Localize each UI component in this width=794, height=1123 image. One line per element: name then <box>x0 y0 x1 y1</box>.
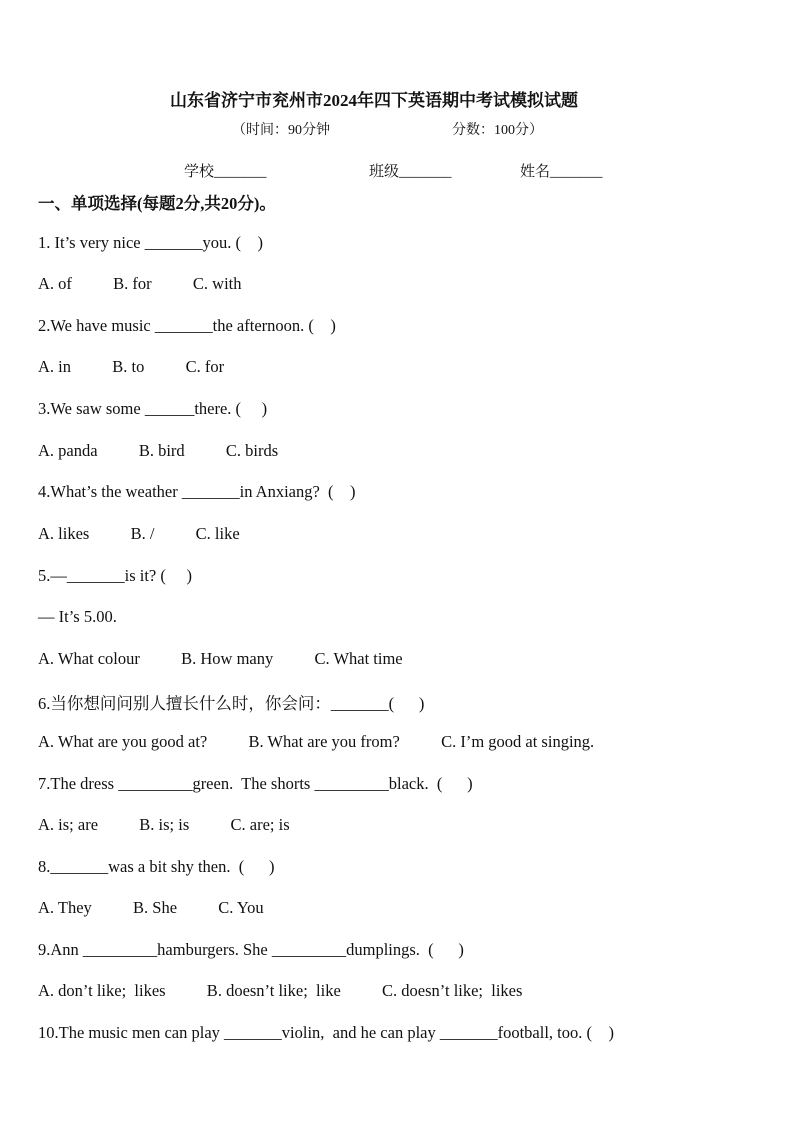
question-5-options: A. What colour B. How many C. What time <box>38 649 403 668</box>
question-5: 5.—_______is it? ( ) <box>38 566 192 585</box>
page-title: 山东省济宁市兖州市2024年四下英语期中考试模拟试题 <box>170 91 578 110</box>
name-field: 姓名_______ <box>520 164 603 180</box>
question-2: 2.We have music _______the afternoon. ( ) <box>38 316 336 335</box>
question-3: 3.We saw some ______there. ( ) <box>38 399 268 418</box>
school-field: 学校_______ <box>184 164 267 180</box>
question-4-options: A. likes B. / C. like <box>38 524 240 543</box>
question-4: 4.What’s the weather _______in Anxiang? ( ) <box>38 482 356 501</box>
question-9-options: A. don’t like; likes B. doesn’t like; like C. doesn’t like; likes <box>38 981 523 1000</box>
question-6: 6.当你想问问别人擅长什么时，你会问：_______( ) <box>38 694 425 713</box>
question-8: 8._______was a bit shy then. ( ) <box>38 857 275 876</box>
question-9: 9.Ann _________hamburgers. She _________dumplings. ( ) <box>38 940 464 959</box>
question-1-options: A. of B. for C. with <box>38 274 242 293</box>
question-2-options: A. in B. to C. for <box>38 357 225 376</box>
exam-score: 分数：100分） <box>452 123 543 138</box>
class-field: 班级_______ <box>369 164 452 180</box>
question-10: 10.The music men can play _______violin, and he can play _______football, too. ( ) <box>38 1023 615 1042</box>
question-7: 7.The dress _________green. The shorts _________black. ( ) <box>38 774 473 793</box>
question-6-options: A. What are you good at? B. What are you from? C. I’m good at singing. <box>38 732 595 751</box>
question-5-dialogue: — It’s 5.00. <box>38 607 117 626</box>
question-3-options: A. panda B. bird C. birds <box>38 441 279 460</box>
exam-time: （时间：90分钟 <box>232 123 330 138</box>
section-heading: 一、单项选择(每题2分,共20分)。 <box>38 194 276 213</box>
question-1: 1. It’s very nice _______you. ( ) <box>38 233 263 252</box>
question-7-options: A. is; are B. is; is C. are; is <box>38 815 290 834</box>
question-8-options: A. They B. She C. You <box>38 898 264 917</box>
